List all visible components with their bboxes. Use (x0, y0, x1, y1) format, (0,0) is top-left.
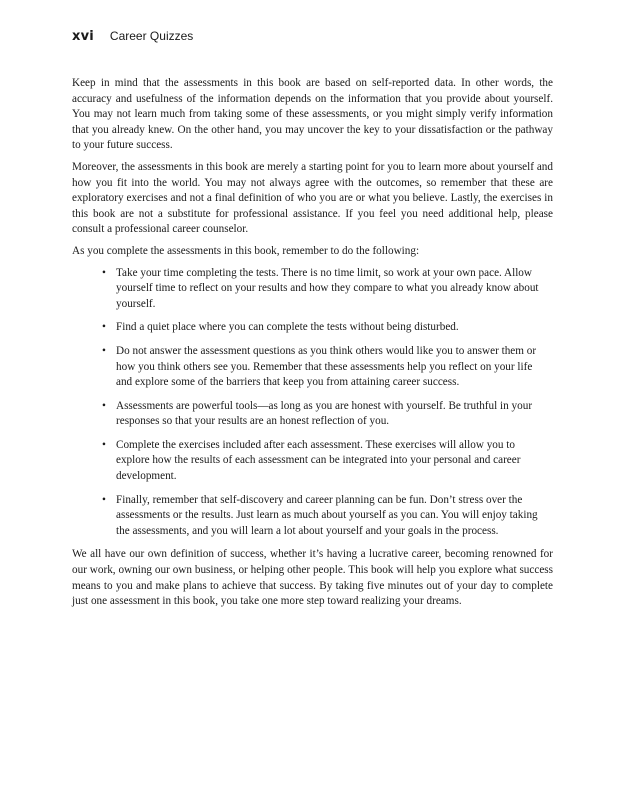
running-title: Career Quizzes (109, 29, 194, 43)
list-item (72, 438, 553, 485)
list-intro: As you complete the assessments in this book, remember to do the following: (72, 244, 420, 257)
list-item-text: Take your time completing the tests. There is no time limit, so work at your own pace. Allow yourself time to reflect on your results and how they compare to what you already know about yourself. (116, 266, 539, 310)
paragraph: Moreover, the assessments in this book are merely a starting point for you to learn more about yourself and how you fit into the world. You may not always agree with the outcomes, so remember that these are exploratory exercises and not a final definition of who you are or what you believe. Lastly, the exercises in this book are not a substitute for professional assistance. If you feel you need additional help, please consult a professional career counselor. (72, 160, 553, 236)
body-text (72, 76, 553, 616)
list-item-text: Finally, remember that self-discovery and career planning can be fun. Don’t stress over the assessments or the results. Just learn as much about yourself as you can. You will enjoy taking the assessments, and you will learn a lot about yourself and your goals in the process. (116, 493, 538, 537)
bullet-icon: • (102, 493, 106, 506)
list-item-text: Do not answer the assessment questions as you think others would like you to answer them or how you think others see you. Remember that these assessments help you reflect on your life and explore some of the barriers that keep you from attaining career success. (116, 344, 537, 389)
bullet-icon: • (102, 321, 106, 334)
running-head (72, 29, 193, 44)
page-number: xvi (72, 29, 94, 44)
list-item-text: Complete the exercises included after each assessment. These exercises will allow you to explore how the results of each assessment can be integrated into your personal and career development. (116, 438, 521, 483)
list-item (72, 399, 553, 430)
list-item-text: Assessments are powerful tools—as long as you are honest with yourself. Be truthful in your responses so that your results are an honest reflection of you. (116, 399, 533, 428)
bullet-icon: • (102, 438, 106, 451)
list-item (72, 344, 553, 391)
bullet-icon: • (102, 344, 106, 357)
list-item-text: Find a quiet place where you can complete the tests without being disturbed. (116, 321, 459, 334)
closing-paragraph: We all have our own definition of success, whether it’s having a lucrative career, becoming renowned for our work, owning our own business, or helping other people. This book will help you explore what success means to you and make plans to achieve that success. By taking five minutes out of your day to complete just one assessment in this book, you take one more step toward realizing your dreams. (72, 548, 553, 608)
list-item (72, 493, 553, 540)
paragraph: Keep in mind that the assessments in this book are based on self-reported data. In other words, the accuracy and usefulness of the information depends on the information that you provide about yourself. You may not learn much from taking some of these assessments, or you might simply verify information that you already knew. On the other hand, you may uncover the key to your dissatisfaction or the pathway to your future success. (72, 77, 553, 152)
assessment-checklist (72, 266, 553, 540)
list-item (72, 266, 553, 313)
bullet-icon: • (102, 266, 106, 279)
bullet-icon: • (102, 399, 106, 412)
list-item (72, 320, 553, 336)
